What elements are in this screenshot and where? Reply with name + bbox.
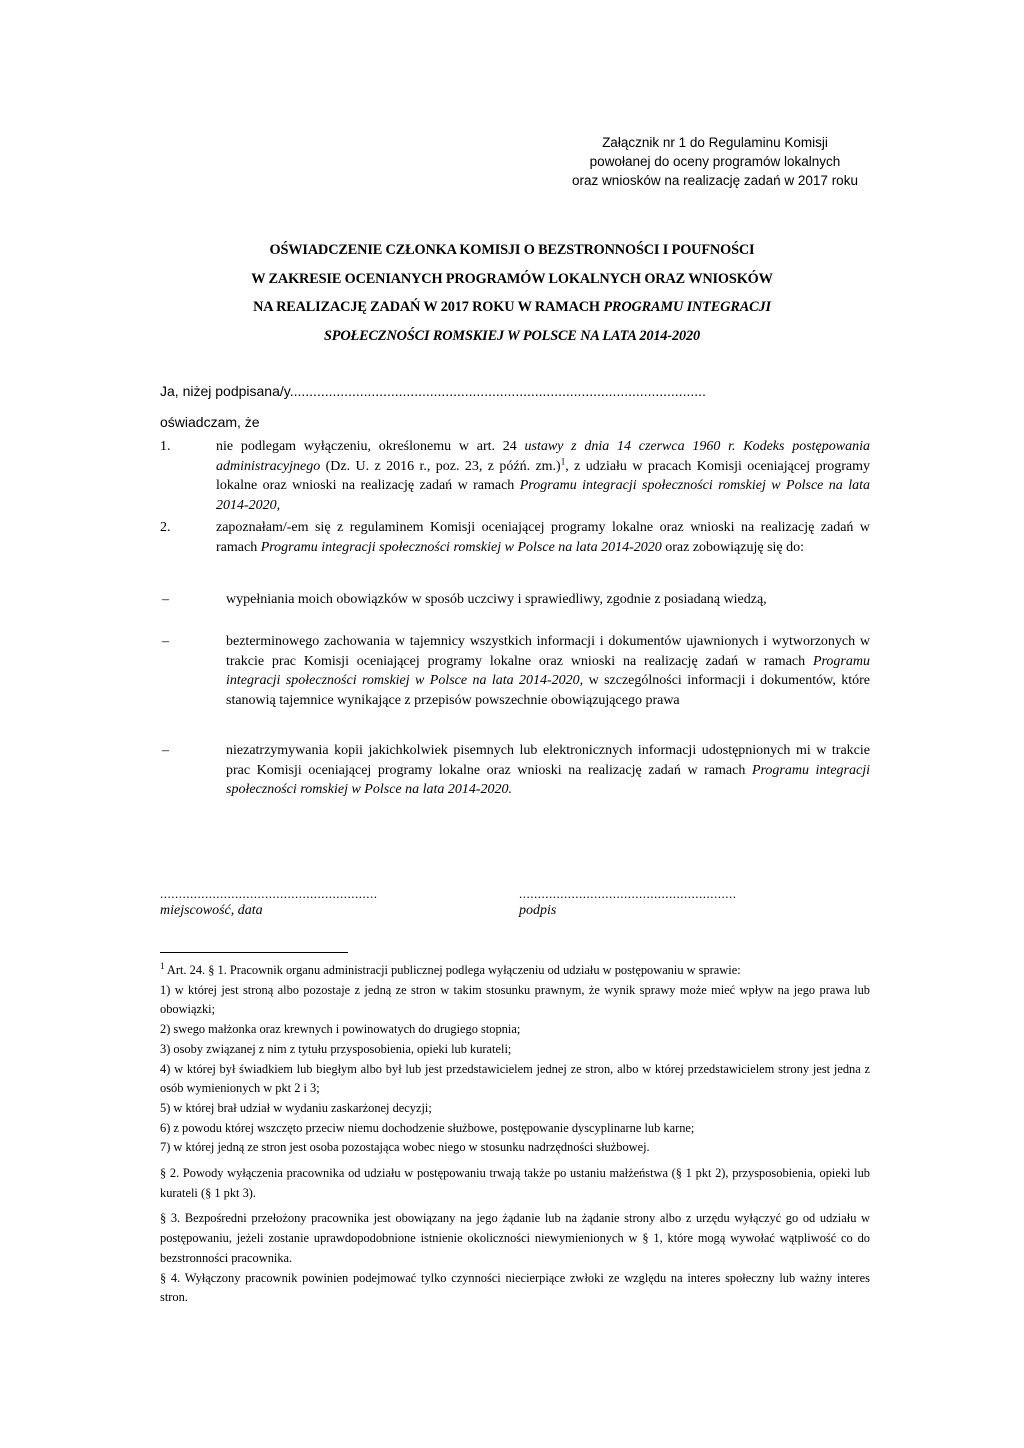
item-text: [216, 437, 870, 515]
text-run: oraz zobowiązuję się do:: [661, 539, 805, 555]
attachment-line: powołanej do oceny programów lokalnych: [589, 154, 841, 169]
footnote-point: 4) w której był świadkiem lub biegłym albo był lub jest przedstawicielem jednej ze stron, albo w której przedstawicielem strony jest jedna z osób wymienionych w pkt 2 i 3;: [160, 1061, 870, 1096]
footnote-paragraph: § 3. Bezpośredni przełożony pracownika jest obowiązany na jego żądanie lub na żądanie strony albo z urzędu wyłączyć go od udziału w postępowaniu, jeżeli zostanie uprawdopodobnione istnienie okoliczności niewymienionych w § 1, które mogą wywołać wątpliwość co do bezstronności pracownika.: [160, 1211, 870, 1265]
attachment-note: [560, 133, 870, 190]
program-name: Programu integracji społeczności romskiej w Polsce na lata 2014-2020.: [226, 762, 870, 797]
place-date-label: miejscowość, data: [160, 903, 263, 918]
signer-dots: ...........................................................................................................: [289, 383, 706, 399]
text-run: Art. 24. § 1. Pracownik organu administracji publicznej podlega wyłączeniu od udziału w postępowaniu w sprawie:: [164, 963, 741, 977]
title-line: W ZAKRESIE OCENIANYCH PROGRAMÓW LOKALNYCH ORAZ WNIOSKÓW: [251, 270, 773, 287]
declaration-item-1: [160, 437, 870, 515]
footnote-point: 5) w której brał udział w wydaniu zaskarżonej decyzji;: [160, 1100, 432, 1115]
footnote-point: 7) w której jedną ze stron jest osoba pozostająca wobec niego w stosunku nadrzędności służbowej.: [160, 1140, 650, 1155]
footnote-lead: [160, 961, 870, 981]
text-run: niezatrzymywania kopii jakichkolwiek pisemnych lub elektronicznych informacji udostępnionych mi w trakcie prac Komisji oceniającej programy lokalne oraz wnioski na realizację zadań w ramach: [226, 743, 870, 778]
item-number: 1.: [160, 439, 171, 454]
title-line: OŚWIADCZENIE CZŁONKA KOMISJI O BEZSTRONNOŚCI I POUFNOŚCI: [269, 242, 755, 258]
footnote-paragraph: § 2. Powody wyłączenia pracownika od udziału w postępowaniu trwają także po ustaniu małżeństwa (§ 1 pkt 2), przysposobienia, opieki lub kurateli (§ 1 pkt 3).: [160, 1166, 870, 1200]
obligation-item-1: [160, 590, 870, 610]
attachment-line: Załącznik nr 1 do Regulaminu Komisji: [602, 135, 828, 150]
footnote-marker: 1: [560, 455, 566, 466]
dash-bullet: –: [162, 592, 169, 607]
place-date-dots: ..........................................................: [160, 886, 378, 901]
text-run: nie podlegam wyłączeniu, określonemu w art. 24: [216, 439, 525, 454]
signer-label: Ja, niżej podpisana/y: [160, 383, 290, 399]
document-title: [150, 236, 874, 350]
text-run: bezterminowego zachowania w tajemnicy wszystkich informacji i dokumentów ujawnionych i wytworzonych w trakcie prac Komisji oceniającej programy lokalne oraz wnioski na realizację zadań w ramach: [226, 634, 870, 669]
footnote-point: 2) swego małżonka oraz krewnych i powinowatych do drugiego stopnia;: [160, 1022, 521, 1037]
signature-dots: ..........................................................: [519, 886, 737, 901]
footnote-divider: [160, 952, 348, 953]
footnotes: [160, 961, 870, 1308]
title-text: NA REALIZACJĘ ZADAŃ W 2017 ROKU W RAMACH: [253, 299, 604, 315]
law-reference: ustawy z dnia 14 czerwca 1960 r. Kodeks postępowania administracyjnego: [216, 439, 870, 474]
declare-text: oświadczam, że: [160, 414, 260, 430]
signer-line: [160, 383, 870, 399]
title-program-name: PROGRAMU INTEGRACJI: [603, 299, 771, 315]
title-program-name: SPOŁECZNOŚCI ROMSKIEJ W POLSCE NA LATA 2014-2020: [323, 327, 700, 344]
program-name: Programu integracji społeczności romskiej w Polsce na lata 2014-2020,: [226, 653, 870, 688]
obligation-text: [226, 741, 870, 800]
item-text: [216, 518, 870, 557]
program-name: Programu integracji społeczności romskiej w Polsce na lata 2014-2020: [260, 539, 662, 555]
footnote-point: 1) w której jest stroną albo pozostaje z jedną ze stron w takim stosunku prawnym, że wynik sprawy może mieć wpływ na jego prawa lub obowiązki;: [160, 982, 870, 1017]
signature-label: podpis: [519, 903, 557, 918]
text-run: , z udziału w pracach Komisji oceniającej programy lokalne oraz wnioski na realizację zadań w ramach: [216, 458, 871, 493]
obligation-text: [226, 632, 870, 710]
item-number: 2.: [160, 520, 171, 535]
dash-bullet: –: [162, 743, 169, 758]
text-run: (Dz. U. z 2016 r., poz. 23, z późń. zm.): [320, 458, 561, 474]
footnote-marker: 1: [160, 960, 165, 971]
dash-bullet: –: [162, 634, 169, 649]
attachment-line: oraz wniosków na realizację zadań w 2017 roku: [572, 173, 858, 188]
declaration-item-2: [160, 518, 870, 557]
obligation-text: wypełniania moich obowiązków w sposób uczciwy i sprawiedliwy, zgodnie z posiadaną wiedzą,: [226, 592, 767, 607]
obligation-item-2: [160, 632, 870, 710]
text-run: zapoznałam/-em się z regulaminem Komisji oceniającej programy lokalne oraz wnioski na realizację zadań w ramach: [216, 520, 870, 555]
title-line: [150, 293, 874, 322]
footnote-point: 3) osoby związanej z nim z tytułu przysposobienia, opieki lub kurateli;: [160, 1041, 512, 1056]
title-line: [150, 322, 874, 351]
obligation-item-3: [160, 741, 870, 800]
footnote-paragraph: § 4. Wyłączony pracownik powinien podejmować tylko czynności niecierpiące zwłoki ze względu na interes społeczny lub ważny interes stron.: [160, 1270, 870, 1305]
program-name: Programu integracji społeczności romskiej w Polsce na lata 2014-2020,: [216, 478, 870, 513]
footnote-point: 6) z powodu której wszczęto przeciw niemu dochodzenie służbowe, postępowanie dyscyplinarne lub karne;: [160, 1120, 695, 1135]
text-run: w szczególności informacji i dokumentów, które stanowią tajemnice wynikające z przepisów powszechnie obowiązującego prawa: [226, 673, 871, 708]
